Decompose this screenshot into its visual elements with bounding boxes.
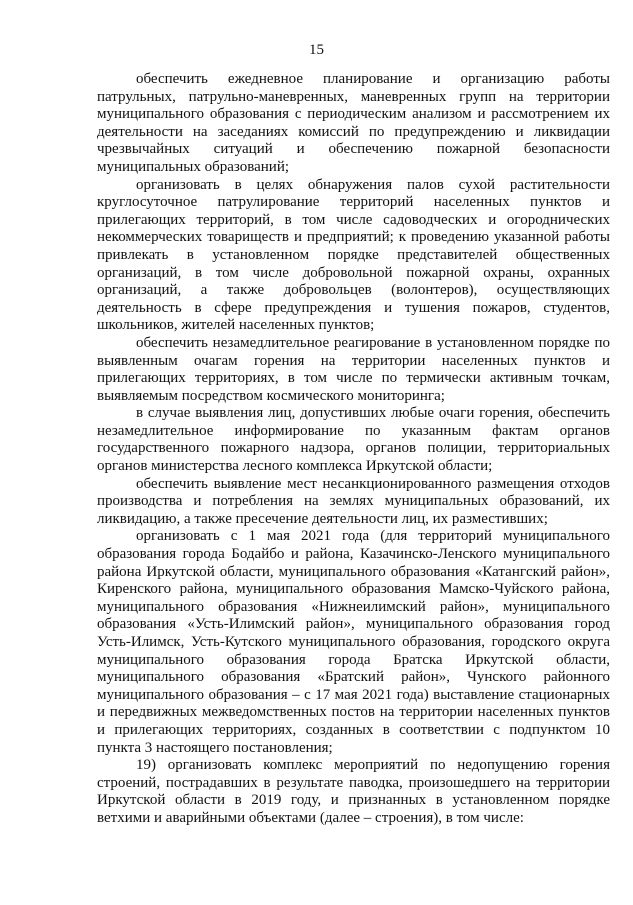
paragraph-interagency-posts: организовать с 1 мая 2021 года (для территорий муниципального образования города Бодайбо и района, Казачинско-Ленского муниципального района Иркутской области, муниципального образования «Катангский район», Киренского района, муниципального образования Мамско-Чуйского района, муниципального образования «Нижнеилимский район», муниципального образования «Усть-Илимский район», муниципального образования город Усть-Илимск, Усть-Кутского муниципального образования, городского округа муниципального образования города Братска Иркутской области, муниципального образования «Братский район», Чунского районного муниципального образования – с 17 мая 2021 года) выставление стационарных и передвижных межведомственных постов на территории населенных пунктов и прилегающих территориях, созданных в соответствии с подпунктом 10 пункта 3 настоящего постановления;	[97, 528, 610, 756]
paragraph-flood-damaged-structures: 19) организовать комплекс мероприятий по недопущению горения строений, пострадавших в результате паводка, произошедшего на территории Иркутской области в 2019 году, и признанных в установленном порядке ветхими и аварийными объектами (далее – строения), в том числе:	[97, 757, 610, 826]
paragraph-patrol-planning: обеспечить ежедневное планирование и организацию работы патрульных, патрульно-маневренных, маневренных групп на территории муниципального образования с периодическим анализом и рассмотрением их деятельности на заседаниях комиссий по предупреждению и ликвидации чрезвычайных ситуаций и обеспечению пожарной безопасности муниципальных образований;	[97, 71, 610, 175]
page-number: 15	[309, 42, 324, 58]
paragraph-waste-sites: обеспечить выявление мест несанкционированного размещения отходов производства и потребления на землях муниципальных образований, их ликвидацию, а также пресечение деятельности лиц, их разместивших;	[97, 475, 610, 527]
paragraph-round-the-clock-patrol: организовать в целях обнаружения палов сухой растительности круглосуточное патрулирование территорий населенных пунктов и прилегающих территорий, в том числе садоводческих и огороднических некоммерческих товариществ и предприятий; к проведению указанной работы привлекать в установленном порядке представителей общественных организаций, в том числе добровольной пожарной охраны, охранных организаций, а также добровольцев (волонтеров), осуществляющих деятельность в сфере предупреждения и тушения пожаров, студентов, школьников, жителей населенных пунктов;	[97, 176, 610, 334]
document-body	[97, 71, 610, 828]
paragraph-immediate-response: обеспечить незамедлительное реагирование в установленном порядке по выявленным очагам горения на территории населенных пунктов и прилегающих территориях, в том числе по термически активным точкам, выявляемым посредством космического мониторинга;	[97, 334, 610, 404]
paragraph-informing-authorities: в случае выявления лиц, допустивших любые очаги горения, обеспечить незамедлительное информирование по указанным фактам органов государственного пожарного надзора, органов полиции, территориальных органов министерства лесного комплекса Иркутской области;	[97, 405, 610, 475]
